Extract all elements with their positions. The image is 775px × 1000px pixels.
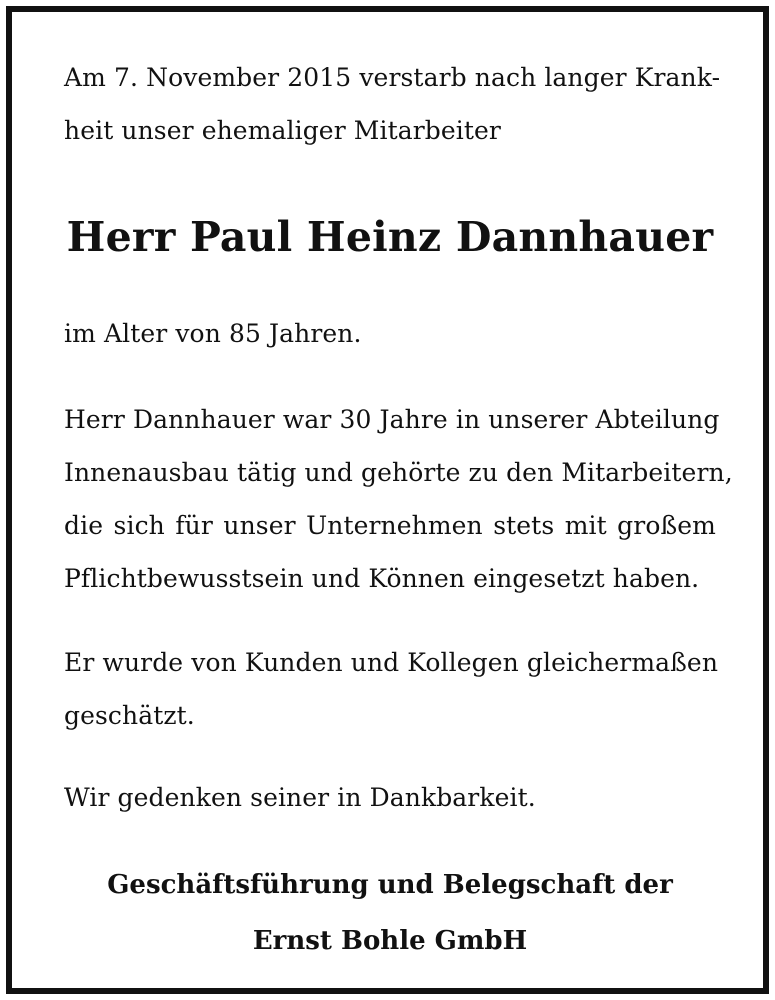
signature-line-1: Geschäftsführung und Belegschaft der: [107, 870, 673, 900]
intro-line-1: Am 7. November 2015 verstarb nach langer Krank-: [64, 63, 721, 92]
obituary-notice: [6, 6, 769, 994]
paragraph1-line-1: Herr Dannhauer war 30 Jahre in unserer Abteilung: [64, 405, 720, 434]
paragraph2-line-1: Er wurde von Kunden und Kollegen gleichermaßen: [64, 648, 719, 677]
paragraph1-line-2: Innenausbau tätig und gehörte zu den Mitarbeitern,: [64, 458, 733, 487]
signature-company: Ernst Bohle GmbH: [252, 926, 528, 956]
age-line: im Alter von 85 Jahren.: [64, 319, 362, 348]
intro-line-2: heit unser ehemaliger Mitarbeiter: [64, 116, 501, 145]
paragraph1-line-3: die sich für unser Unternehmen stets mit großem: [64, 511, 716, 540]
closing-line: Wir gedenken seiner in Dankbarkeit.: [64, 783, 536, 812]
deceased-name: Herr Paul Heinz Dannhauer: [66, 213, 714, 261]
paragraph2-line-2: geschätzt.: [64, 701, 195, 730]
paragraph1-line-4: Pflichtbewusstsein und Können eingesetzt haben.: [64, 564, 700, 593]
